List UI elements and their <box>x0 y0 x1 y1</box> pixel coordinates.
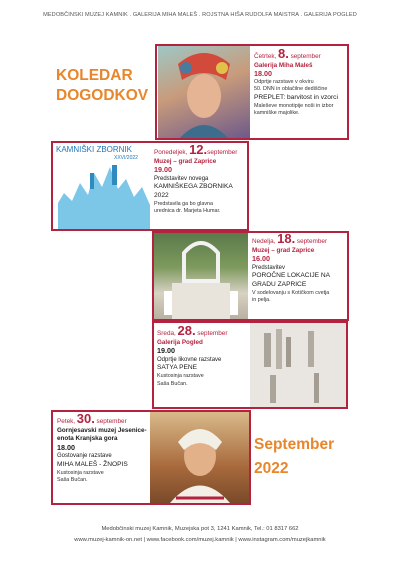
event-2-info: Ponedeljek, 12.september Muzej – grad Zaprice 19.00 Predstavitev novega KAMNIŠKEGA ZBORNIKA 2022 Predstavila ga bo glavna urednica dr. Marjeta Humar. <box>154 142 238 215</box>
event-3-photo <box>154 233 248 319</box>
event-1-info: Četrtek, 8. september Galerija Miha Maleš 18.00 Odprtje razstave v okviru 50. DNN in oblačilne dediščine PREPLET: barvitost in vzorci Maleševe monotipije noši in izbor kamniške majolike. <box>254 46 338 117</box>
event-1-painting <box>158 46 250 138</box>
event-5-painting <box>150 412 249 503</box>
month-name: September <box>254 436 335 453</box>
event-3-info: Nedelja, 18. september Muzej – grad Zaprice 16.00 Predstavitev POROČNE LOKACIJE NA GRADU ZAPRICE V sodelovanju s Kotičkom cvetja in pelja. <box>252 231 330 304</box>
month-year: 2022 <box>254 460 289 477</box>
event-4-info: Sreda, 28. september Galerija Pogled 19.00 Odprtje likovne razstave SATYA PENE Kustosinja razstave Saša Bučan. <box>157 323 228 387</box>
title-line-2: DOGODKOV <box>56 87 149 104</box>
event-4-artwork <box>250 323 346 407</box>
page-header: MEDOBČINSKI MUZEJ KAMNIK . GALERIJA MIHA MALEŠ . ROJSTNA HIŠA RUDOLFA MAISTRA . GALERIJA POGLED <box>43 12 357 18</box>
event-2-book-cover <box>54 143 152 229</box>
zbornik-subtitle: XXVI/2022 <box>114 155 138 161</box>
title-line-1: KOLEDAR <box>56 67 133 84</box>
month-title <box>254 433 334 481</box>
events-calendar-title <box>56 66 148 106</box>
zbornik-title: KAMNIŠKI ZBORNIK <box>56 145 133 154</box>
footer-links[interactable]: www.muzej-kamnik-on.net | www.facebook.com/muzej.kamnik | www.instagram.com/muzejkamnik <box>74 537 326 543</box>
footer-address: Medobčinski muzej Kamnik, Muzejska pot 3, 1241 Kamnik, Tel.: 01 8317 662 <box>101 526 299 532</box>
event-5-info: Petek, 30. september Gornjesavski muzej Jesenice-enota Kranjska gora 18.00 Gostovanje razstave MIHA MALEŠ - ŽNOPIS Kustosinja razstave Saša Bučan. <box>57 411 147 484</box>
